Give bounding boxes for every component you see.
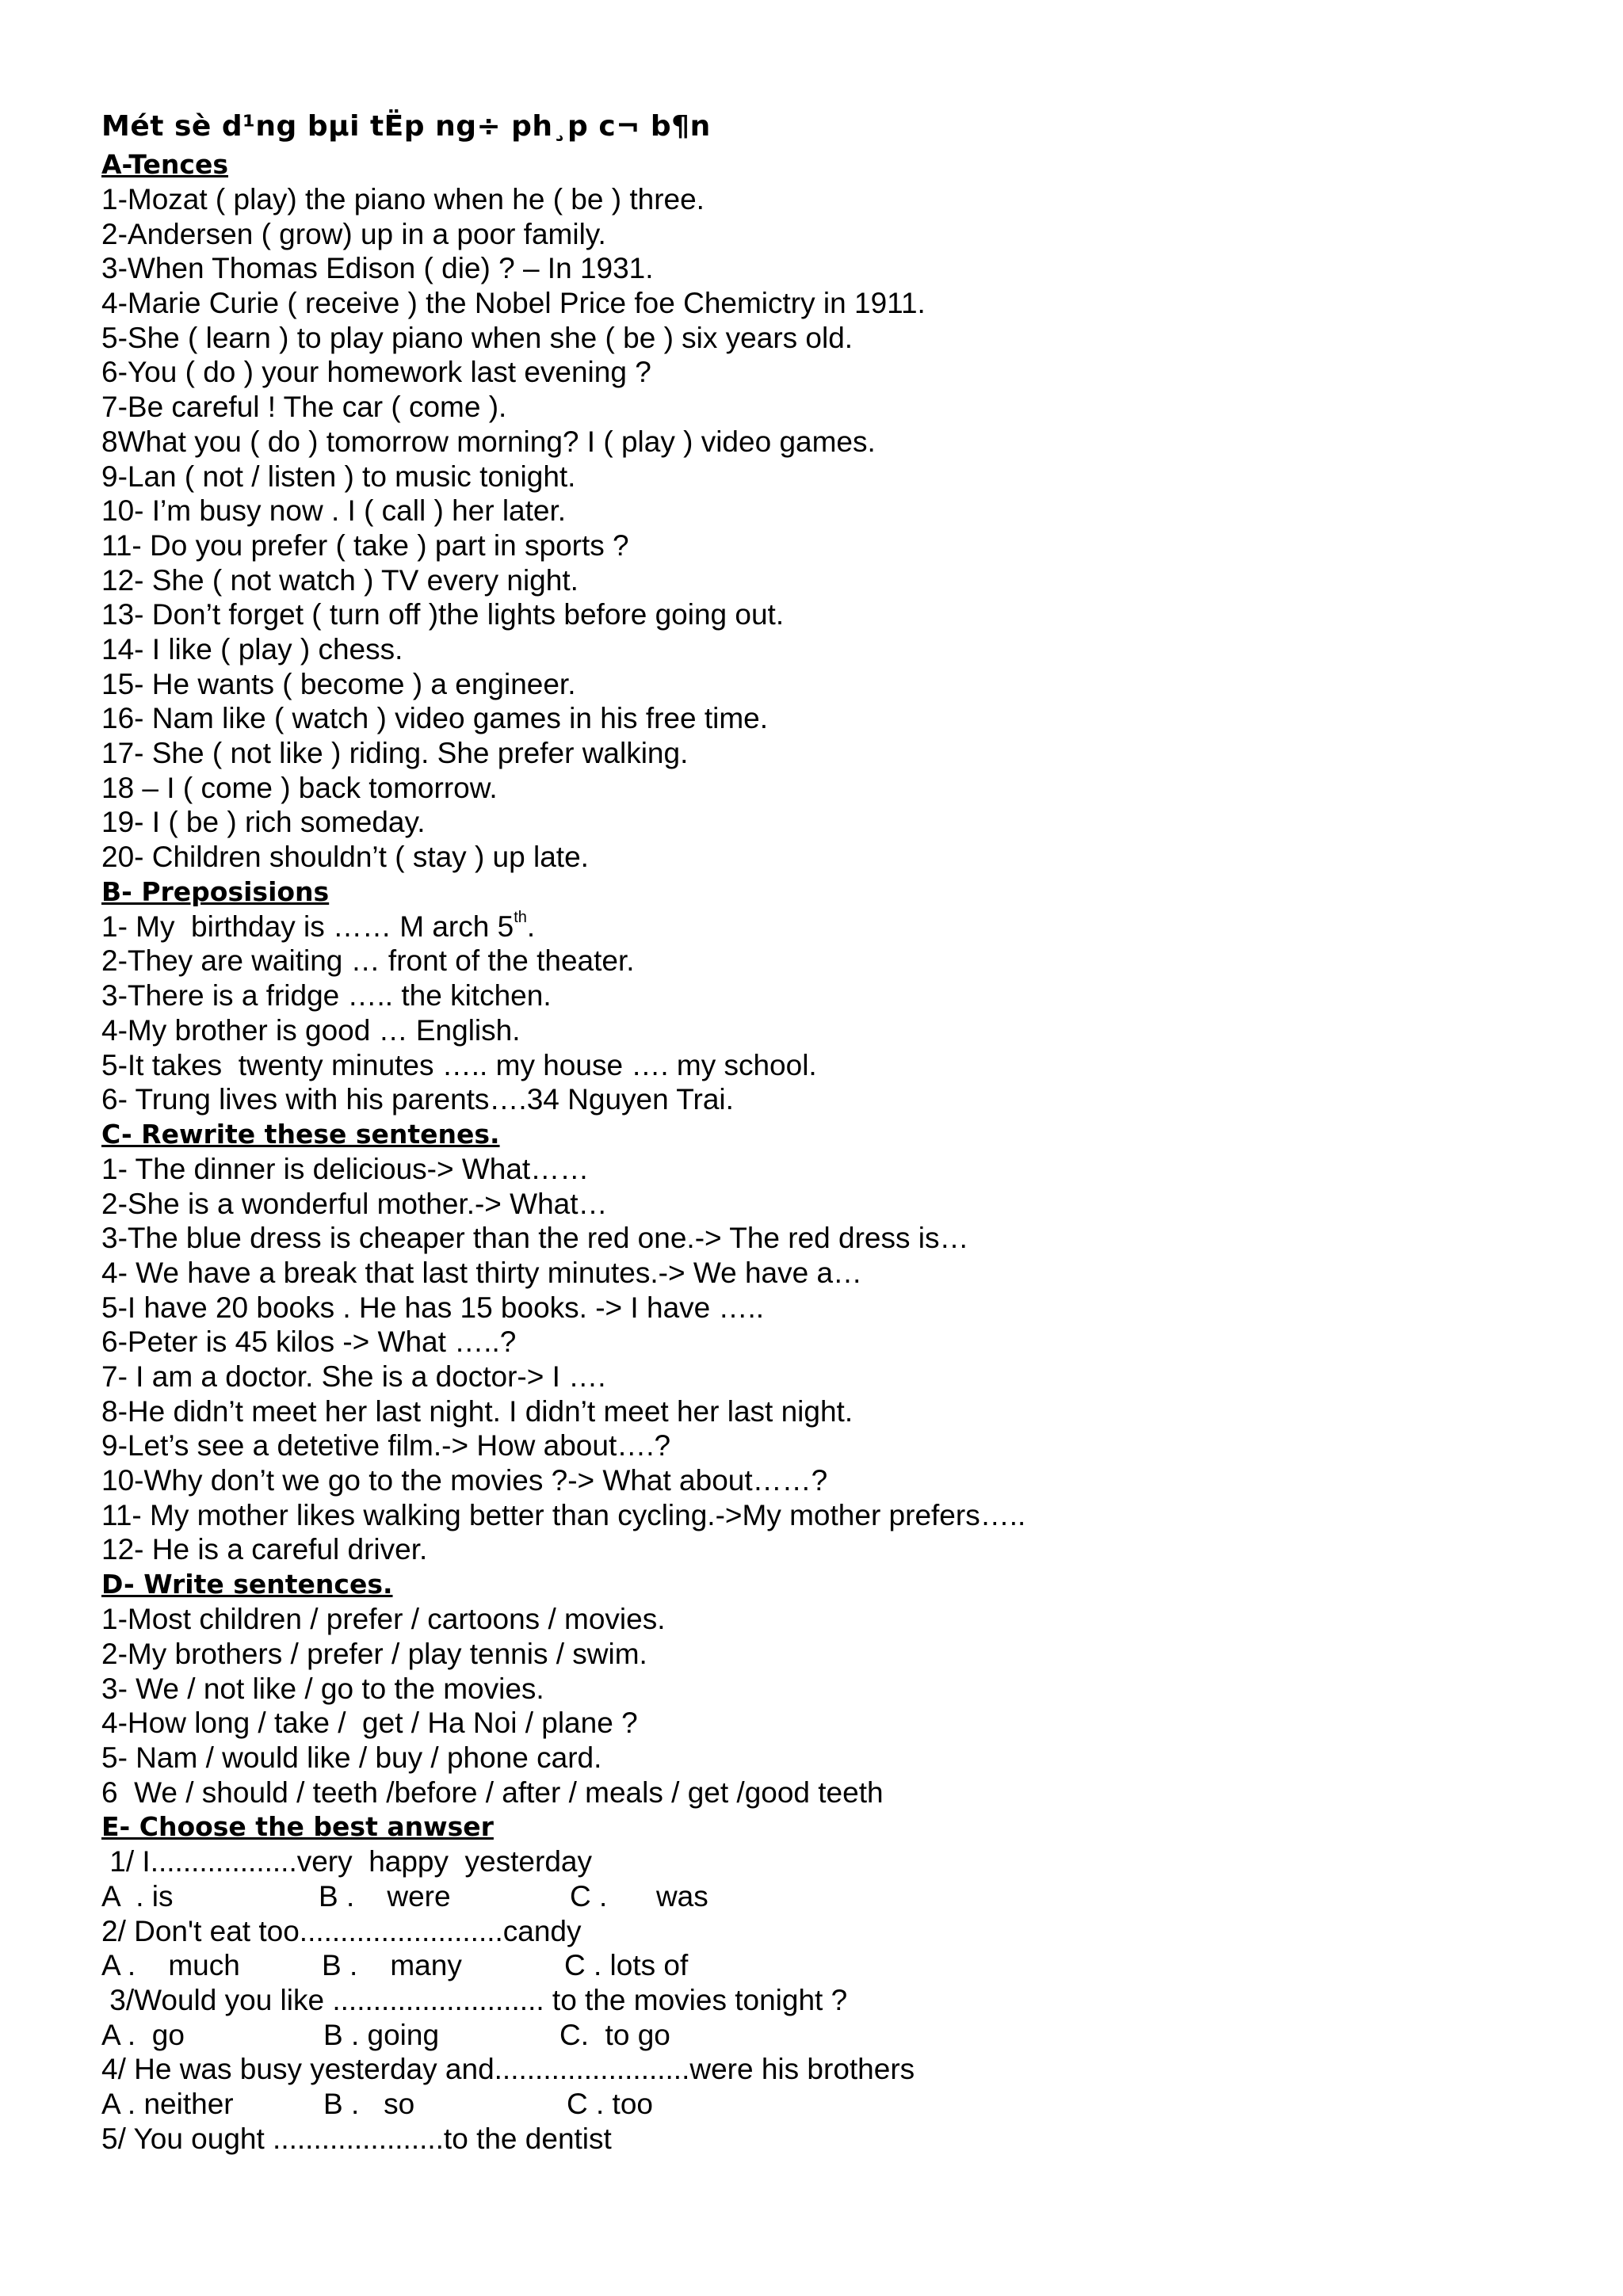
section-a-heading: A-Tences — [101, 149, 228, 180]
list-item: 11- My mother likes walking better than cycling.->My mother prefers….. — [101, 1498, 1026, 1531]
list-item: 9-Let’s see a detetive film.-> How about….? — [101, 1429, 671, 1463]
superscript-ordinal: th — [514, 908, 527, 926]
question-4-options — [101, 2087, 1528, 2122]
worksheet-title: Mét sè d¹ng bµi tËp ng÷ ph¸p c¬ b¶n — [101, 110, 711, 143]
option-b: B . many — [322, 1949, 462, 1982]
list-item: 6 We / should / teeth /before / after / meals / get /good teeth — [101, 1775, 884, 1809]
option-b: B . were — [319, 1879, 451, 1913]
list-item: 12- She ( not watch ) TV every night. — [101, 563, 579, 597]
question-3-options — [101, 2018, 1528, 2053]
list-item: 1-Mozat ( play) the piano when he ( be ) three. — [101, 183, 705, 215]
list-item: 16- Nam like ( watch ) video games in his free time. — [101, 702, 769, 735]
list-item — [101, 910, 1528, 944]
list-item: 11- Do you prefer ( take ) part in sports ? — [101, 528, 629, 562]
list-item: 4-How long / take / get / Ha Noi / plane ? — [101, 1707, 638, 1740]
list-item: 9-Lan ( not / listen ) to music tonight. — [101, 460, 576, 493]
list-item: 20- Children shouldn’t ( stay ) up late. — [101, 841, 589, 874]
list-item: 1- The dinner is delicious-> What…… — [101, 1152, 590, 1185]
list-item: 2-Andersen ( grow) up in a poor family. — [101, 217, 606, 250]
question-1: 1/ I..................very happy yesterday — [101, 1845, 592, 1878]
list-item: 6- Trung lives with his parents….34 Nguyen Trai. — [101, 1083, 734, 1116]
list-item: 3-The blue dress is cheaper than the red one.-> The red dress is… — [101, 1222, 969, 1255]
list-item-text: . — [526, 910, 536, 943]
list-item: 17- She ( not like ) riding. She prefer walking. — [101, 737, 689, 769]
list-item: 2-My brothers / prefer / play tennis / swim. — [101, 1637, 647, 1670]
list-item: 4-My brother is good … English. — [101, 1013, 521, 1047]
section-d-heading: D- Write sentences. — [101, 1569, 393, 1600]
option-b: B . so — [323, 2088, 415, 2121]
question-5: 5/ You ought .....................to the dentist — [101, 2122, 612, 2155]
question-2: 2/ Don't eat too.........................candy — [101, 1914, 582, 1947]
list-item: 2-They are waiting … front of the theater. — [101, 944, 635, 978]
list-item: 4-Marie Curie ( receive ) the Nobel Price foe Chemictry in 1911. — [101, 287, 926, 320]
list-item: 15- He wants ( become ) a engineer. — [101, 667, 576, 700]
list-item: 5-She ( learn ) to play piano when she ( be ) six years old. — [101, 321, 854, 354]
option-a: A . neither — [101, 2088, 234, 2121]
section-a-list — [101, 182, 1528, 875]
list-item: 12- He is a careful driver. — [101, 1533, 428, 1566]
option-c: C. to go — [559, 2018, 670, 2051]
list-item: 6-Peter is 45 kilos -> What …..? — [101, 1325, 517, 1359]
section-c-list — [101, 1152, 1528, 1567]
list-item: 19- I ( be ) rich someday. — [101, 806, 426, 839]
section-b-heading: B- Preposisions — [101, 875, 330, 907]
question-3: 3/Would you like .......................... to the movies tonight ? — [101, 1984, 848, 2016]
option-a: A . much — [101, 1949, 240, 1982]
question-2-options — [101, 1948, 1528, 1983]
list-item: 13- Don’t forget ( turn off )the lights before going out. — [101, 598, 785, 631]
option-c: C . lots of — [564, 1949, 689, 1982]
worksheet-page — [101, 106, 1528, 2156]
list-item: 5-It takes twenty minutes ….. my house …. my school. — [101, 1048, 817, 1081]
question-1-options — [101, 1879, 1528, 1914]
option-b: B . going — [323, 2018, 440, 2051]
section-c-heading: C- Rewrite these sentenes. — [101, 1118, 500, 1150]
list-item: 7-Be careful ! The car ( come ). — [101, 391, 507, 424]
list-item: 18 – I ( come ) back tomorrow. — [101, 771, 498, 804]
question-4: 4/ He was busy yesterday and........................were his brothers — [101, 2053, 915, 2086]
list-item: 3-There is a fridge ….. the kitchen. — [101, 979, 552, 1013]
list-item: 5- Nam / would like / buy / phone card. — [101, 1741, 602, 1774]
section-e-heading: E- Choose the best anwser — [101, 1811, 494, 1843]
list-item: 5-I have 20 books . He has 15 books. -> I have ….. — [101, 1291, 765, 1324]
list-item: 2-She is a wonderful mother.-> What… — [101, 1187, 608, 1220]
list-item: 3-When Thomas Edison ( die) ? – In 1931. — [101, 252, 654, 285]
list-item: 7- I am a doctor. She is a doctor-> I …. — [101, 1360, 606, 1393]
list-item: 8What you ( do ) tomorrow morning? I ( play ) video games. — [101, 425, 876, 458]
list-item: 14- I like ( play ) chess. — [101, 632, 403, 666]
list-item: 4- We have a break that last thirty minutes.-> We have a… — [101, 1256, 863, 1289]
option-a: A . is — [101, 1879, 174, 1913]
option-a: A . go — [101, 2018, 185, 2051]
list-item-text: 1- My birthday is …… M arch 5 — [101, 910, 514, 943]
section-b-list — [101, 910, 1528, 1117]
list-item: 6-You ( do ) your homework last evening ? — [101, 356, 651, 389]
section-d-list — [101, 1602, 1528, 1810]
list-item: 1-Most children / prefer / cartoons / movies. — [101, 1603, 666, 1636]
list-item: 3- We / not like / go to the movies. — [101, 1672, 544, 1705]
option-c: C . was — [570, 1879, 708, 1913]
section-e-list — [101, 1844, 1528, 2156]
list-item: 10-Why don’t we go to the movies ?-> What about……? — [101, 1464, 828, 1497]
list-item: 10- I’m busy now . I ( call ) her later. — [101, 494, 567, 528]
option-c: C . too — [567, 2088, 653, 2121]
list-item: 8-He didn’t meet her last night. I didn’t meet her last night. — [101, 1394, 854, 1428]
